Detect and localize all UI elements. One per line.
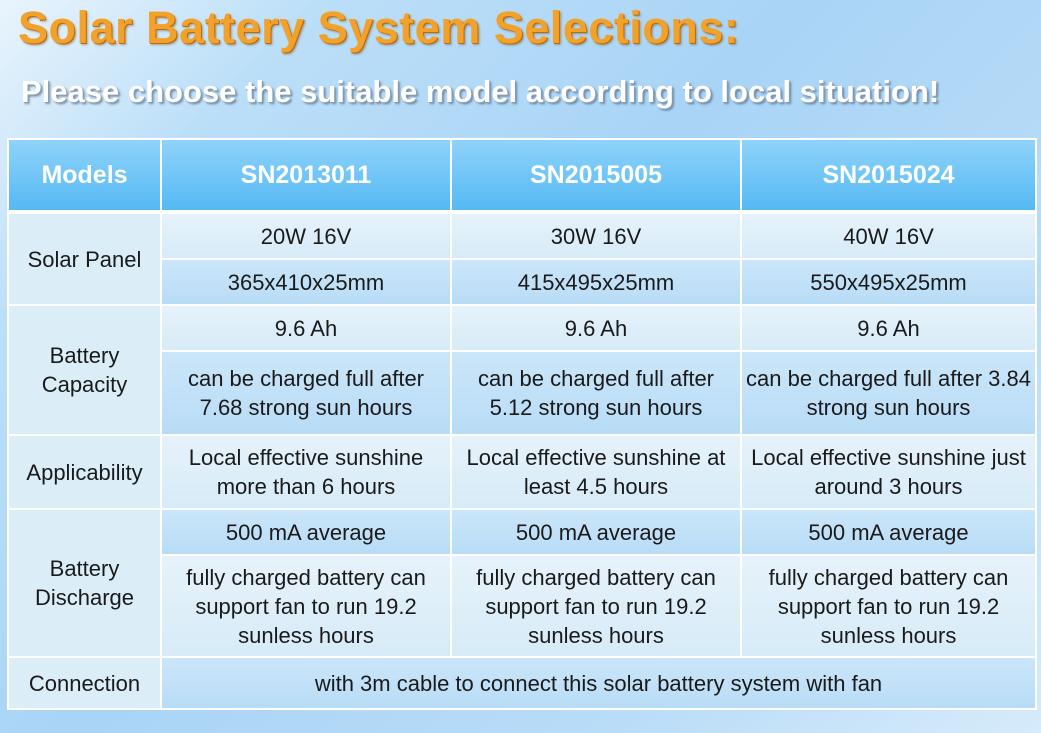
table-row-discharge-runtime [8,555,1036,657]
table-row-battery-capacity [8,305,1036,351]
table-row-applicability [8,435,1036,509]
battery-capacity-cell: 9.6 Ah [451,305,741,351]
table-row-solar-panel-power [8,212,1036,259]
solar-panel-size-cell: 550x495x25mm [741,259,1036,305]
solar-panel-power-cell: 40W 16V [741,212,1036,259]
table-row-charge-time [8,351,1036,435]
row-label-solar-panel: Solar Panel [8,212,161,305]
row-label-connection: Connection [8,657,161,709]
row-label-applicability: Applicability [8,435,161,509]
table-row-connection [8,657,1036,709]
applicability-cell: Local effective sunshine at least 4.5 hours [451,435,741,509]
charge-time-cell: can be charged full after 5.12 strong sun hours [451,351,741,435]
model-spec-table [7,138,1037,710]
solar-panel-size-cell: 415x495x25mm [451,259,741,305]
charge-time-cell: can be charged full after 3.84 strong sun hours [741,351,1036,435]
discharge-runtime-cell: fully charged battery can support fan to run 19.2 sunless hours [741,555,1036,657]
table-row-solar-panel-size [8,259,1036,305]
solar-panel-power-cell: 20W 16V [161,212,451,259]
column-header-sn2013011: SN2013011 [161,139,451,212]
discharge-average-cell: 500 mA average [451,509,741,555]
discharge-runtime-cell: fully charged battery can support fan to run 19.2 sunless hours [451,555,741,657]
discharge-runtime-cell: fully charged battery can support fan to run 19.2 sunless hours [161,555,451,657]
column-header-sn2015024: SN2015024 [741,139,1036,212]
connection-cell: with 3m cable to connect this solar battery system with fan [161,657,1036,709]
battery-capacity-cell: 9.6 Ah [741,305,1036,351]
row-label-battery-capacity: Battery Capacity [8,305,161,435]
battery-capacity-cell: 9.6 Ah [161,305,451,351]
charge-time-cell: can be charged full after 7.68 strong sun hours [161,351,451,435]
page-subtitle: Please choose the suitable model according to local situation! [21,74,940,109]
column-header-models: Models [8,139,161,212]
discharge-average-cell: 500 mA average [741,509,1036,555]
table-header-row [8,139,1036,212]
applicability-cell: Local effective sunshine just around 3 hours [741,435,1036,509]
solar-panel-power-cell: 30W 16V [451,212,741,259]
table-row-discharge-average [8,509,1036,555]
solar-panel-size-cell: 365x410x25mm [161,259,451,305]
column-header-sn2015005: SN2015005 [451,139,741,212]
row-label-battery-discharge: Battery Discharge [8,509,161,657]
applicability-cell: Local effective sunshine more than 6 hours [161,435,451,509]
discharge-average-cell: 500 mA average [161,509,451,555]
page-title: Solar Battery System Selections: [18,2,740,53]
